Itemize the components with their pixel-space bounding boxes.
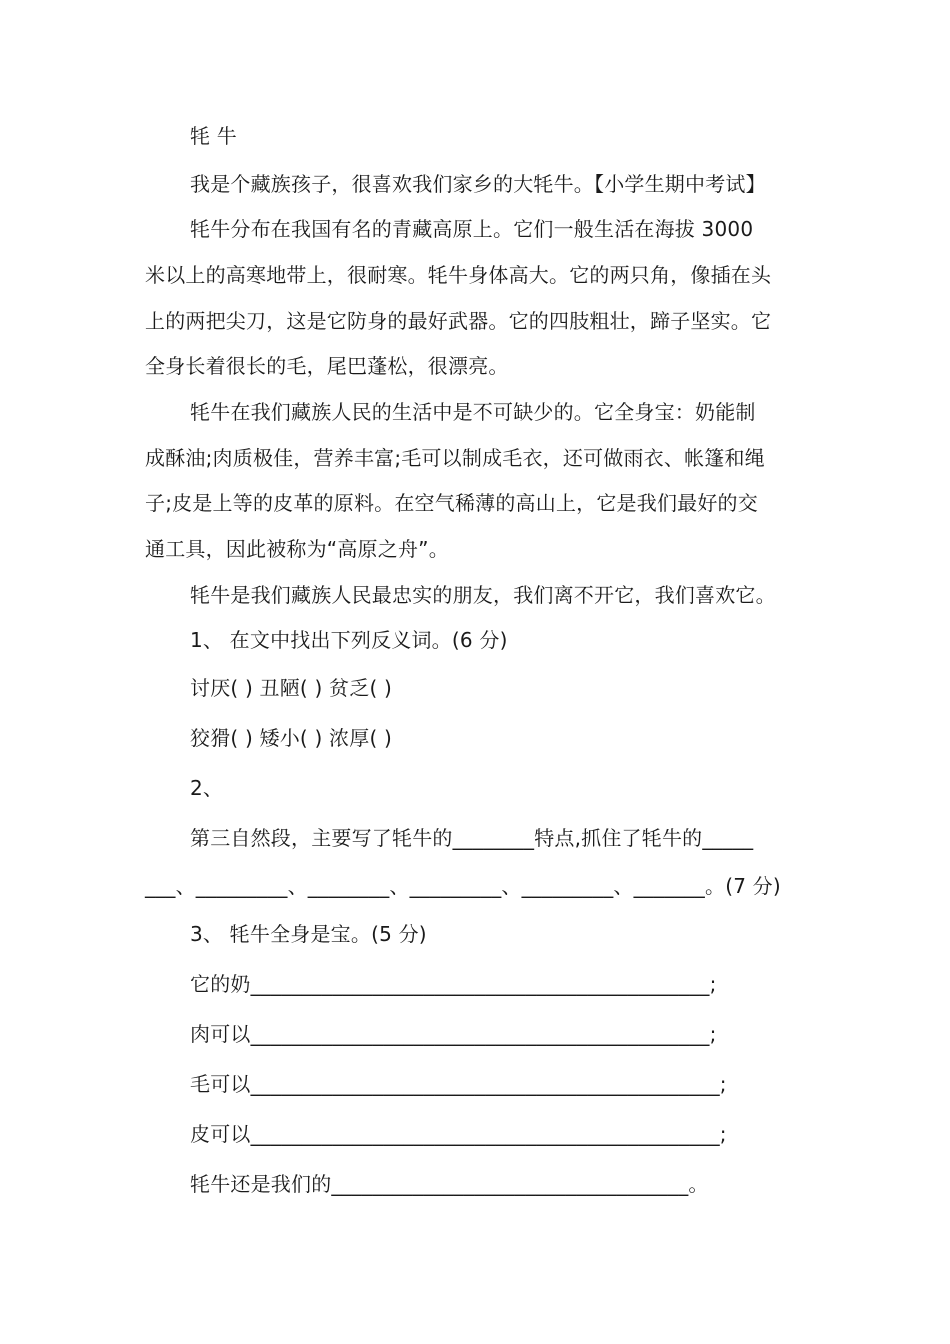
question-1-words-row-1: 讨厌( ) 丑陋( ) 贫乏( ) — [190, 676, 393, 700]
question-2-number: 2、 — [190, 776, 224, 800]
paragraph-4-line-1: 牦牛是我们藏族人民最忠实的朋友，我们离不开它，我们喜欢它。 — [190, 583, 776, 607]
paragraph-2-line-1: 牦牛分布在我国有名的青藏高原上。它们一般生活在海拔 3000 — [190, 217, 754, 241]
question-1-prompt: 1、 在文中找出下列反义词。(6 分) — [190, 628, 508, 652]
question-2-line-2: ___、_________、________、_________、_________、_______。(7 分) — [145, 874, 781, 898]
question-3-prompt: 3、 牦牛全身是宝。(5 分) — [190, 922, 427, 946]
document-title: 牦 牛 — [190, 124, 237, 148]
question-3-milk-line: 它的奶_____________________________________________; — [190, 972, 717, 996]
question-3-final-line: 牦牛还是我们的___________________________________。 — [190, 1172, 709, 1196]
question-1-words-row-2: 狡猾( ) 矮小( ) 浓厚( ) — [190, 726, 393, 750]
question-3-hide-line: 皮可以______________________________________________; — [190, 1122, 727, 1146]
paragraph-2-line-4: 全身长着很长的毛，尾巴蓬松，很漂亮。 — [145, 354, 509, 378]
question-3-meat-line: 肉可以_____________________________________________; — [190, 1022, 717, 1046]
paragraph-3-line-4: 通工具，因此被称为“高原之舟”。 — [145, 537, 449, 561]
paragraph-3-line-1: 牦牛在我们藏族人民的生活中是不可缺少的。它全身宝：奶能制 — [190, 400, 756, 424]
paragraph-2-line-3: 上的两把尖刀，这是它防身的最好武器。它的四肢粗壮，蹄子坚实。它 — [145, 309, 772, 333]
paragraph-3-line-2: 成酥油;肉质极佳，营养丰富;毛可以制成毛衣，还可做雨衣、帐篷和绳 — [145, 446, 765, 470]
paragraph-2-line-2: 米以上的高寒地带上，很耐寒。牦牛身体高大。它的两只角，像插在头 — [145, 263, 772, 287]
question-3-hair-line: 毛可以______________________________________________; — [190, 1072, 727, 1096]
question-2-line-1: 第三自然段，主要写了牦牛的________特点,抓住了牦牛的_____ — [190, 826, 754, 850]
paragraph-3-line-3: 子;皮是上等的皮革的原料。在空气稀薄的高山上，它是我们最好的交 — [145, 491, 758, 515]
paragraph-1-line-1: 我是个藏族孩子，很喜欢我们家乡的大牦牛。【小学生期中考试】 — [190, 172, 766, 196]
